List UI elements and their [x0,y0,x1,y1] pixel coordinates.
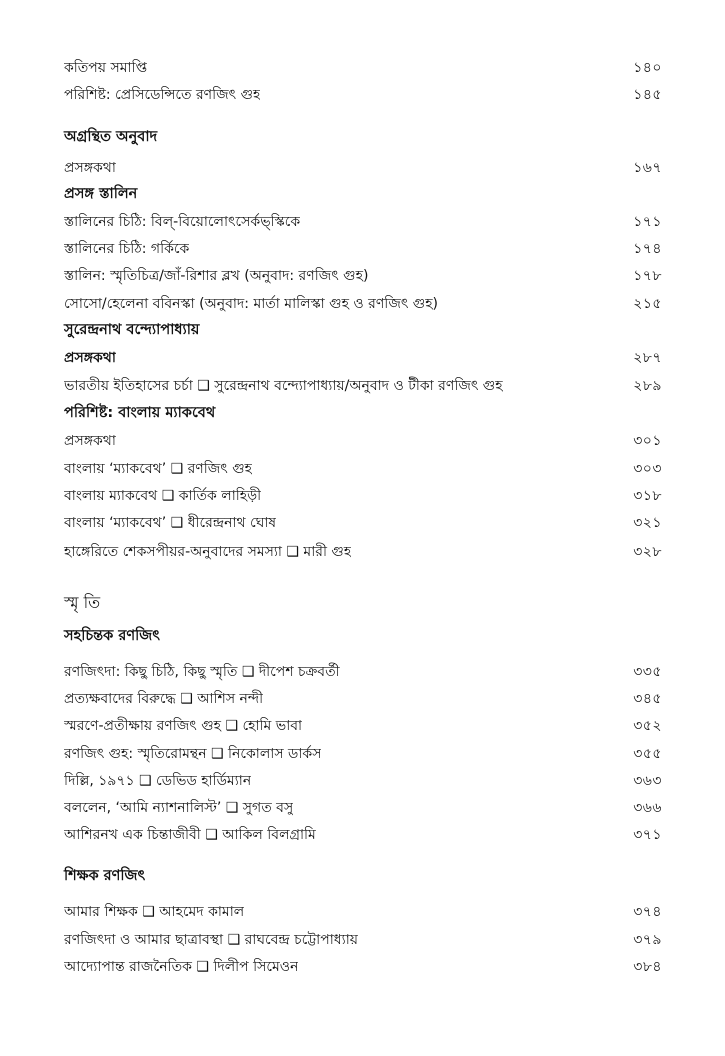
toc-entry-page-number: ২৮৭ [633,350,662,366]
toc-entry [64,83,662,107]
toc-entry-page-number: ৩৫৫ [633,746,662,762]
toc-entry [64,511,662,535]
toc-entry [64,769,662,793]
toc-entry-title: পরিশিষ্ট: প্রেসিডেন্সিতে রণজিৎ গুহ [64,87,261,103]
toc-entry-title: আশিরনখ এক চিন্তাজীবী ❑ আকিল বিলগ্রামি [64,827,316,843]
toc-entry [64,796,662,820]
toc-entry-page-number: ২৮৯ [633,378,662,394]
toc-entry [64,540,662,564]
toc-entry-title: স্তালিন: স্মৃতিচিত্র/জাঁ-রিশার ব্লখ (অনুবাদ: রণজিৎ গুহ) [64,268,369,284]
toc-entry-page-number: ৩১৮ [633,488,662,504]
toc-entry [64,292,662,316]
toc-entry-title: বাংলায় ‘ম্যাকবেথ’ ❑ ধীরেন্দ্রনাথ ঘোষ [64,515,277,531]
toc-entry-page-number: ৩৬৩ [633,773,662,789]
toc-entry-page-number: ৩০৩ [633,461,662,477]
toc-entry [64,900,662,924]
toc-entry-title: বললেন, ‘আমি ন্যাশনালিস্ট’ ❑ সুগত বসু [64,800,294,816]
toc-entry [64,687,662,711]
part-heading: স্মৃ তি [64,593,101,612]
toc-entry-title: ভারতীয় ইতিহাসের চর্চা ❑ সুরেন্দ্রনাথ বন্দ্যোপাধ্যায়/অনুবাদ ও টীকা রণজিৎ গুহ [64,378,503,394]
toc-entry-page-number: ৩৪৫ [633,691,662,707]
toc-entry-title: প্রসঙ্গকথা [64,350,116,366]
toc-entry-page-number: ৩০১ [633,433,662,449]
toc-entry-title: সোসো/হেলেনা ববিনস্কা (অনুবাদ: মার্তা মালিস্কা গুহ ও রণজিৎ গুহ) [64,296,439,312]
toc-entry-title: প্রসঙ্গকথা [64,160,116,176]
toc-entry [64,955,662,979]
toc-entry [64,156,662,180]
toc-entry-page-number: ৩২১ [633,515,662,531]
section-heading: প্রসঙ্গ স্তালিন [64,186,138,202]
section-heading: শিক্ষক রণজিৎ [64,868,146,884]
toc-entry-page-number: ৩৮৪ [633,959,662,975]
toc-entry-title: প্রসঙ্গকথা [64,433,116,449]
toc-entry [64,742,662,766]
toc-entry [64,237,662,261]
toc-entry-title: স্তালিনের চিঠি: গর্কিকে [64,241,190,257]
section-heading: পরিশিষ্ট: বাংলায় ম্যাকবেথ [64,405,216,421]
toc-entry-page-number: ৩৫২ [633,718,662,734]
toc-entry [64,457,662,481]
toc-entry-title: রণজিৎ গুহ: স্মৃতিরোমন্থন ❑ নিকোলাস ডার্কস [64,746,322,762]
toc-entry [64,823,662,847]
toc-entry [64,374,662,398]
toc-entry-page-number: ১৭৪ [633,241,662,257]
toc-entry-page-number: ৩৭১ [633,827,662,843]
toc-entry-page-number: ১৭১ [633,214,662,230]
toc-entry-title: প্রত্যক্ষবাদের বিরুদ্ধে ❑ আশিস নন্দী [64,691,264,707]
toc-entry-page-number: ৩৩৫ [633,664,662,680]
toc-entry-page-number: ১৪০ [633,60,662,76]
toc-entry-page-number: ১৬৭ [633,160,662,176]
toc-entry-page-number: ২১৫ [633,296,662,312]
toc-entry [64,264,662,288]
toc-entry-title: কতিপয় সমাপ্তি [64,60,148,76]
toc-entry-page-number: ৩৬৬ [633,800,662,816]
toc-entry-page-number: ৩৭৯ [633,932,662,948]
toc-entry-page-number: ১৭৮ [633,268,662,284]
toc-entry-page-number: ৩৭৪ [633,904,662,920]
toc-entry-page-number: ১৪৫ [633,87,662,103]
section-heading: সুরেন্দ্রনাথ বন্দ্যোপাধ্যায় [64,322,200,338]
toc-entry [64,660,662,684]
toc-entry-title: রণজিৎদা: কিছু চিঠি, কিছু স্মৃতি ❑ দীপেশ চক্রবর্তী [64,664,340,680]
section-heading: অগ্রন্থিত অনুবাদ [64,129,158,145]
toc-entry [64,346,662,370]
toc-entry-title: হাঙ্গেরিতে শেকসপীয়র-অনুবাদের সমস্যা ❑ মারী গুহ [64,544,352,560]
toc-entry [64,210,662,234]
toc-entry [64,714,662,738]
toc-entry-title: রণজিৎদা ও আমার ছাত্রাবস্থা ❑ রাঘবেন্দ্র চট্টোপাধ্যায় [64,932,359,948]
toc-entry [64,56,662,80]
toc-entry-title: আমার শিক্ষক ❑ আহমেদ কামাল [64,904,245,920]
toc-entry-title: স্মরণে-প্রতীক্ষায় রণজিৎ গুহ ❑ হোমি ভাবা [64,718,303,734]
toc-entry-title: স্তালিনের চিঠি: বিল্‌-বিয়োলোৎসের্কভ্‌স্কিকে [64,214,301,230]
toc-entry-title: বাংলায় ‘ম্যাকবেথ’ ❑ রণজিৎ গুহ [64,461,252,477]
toc-entry [64,484,662,508]
toc-entry-title: বাংলায় ম্যাকবেথ ❑ কার্তিক লাহিড়ী [64,488,262,504]
toc-entry-page-number: ৩২৮ [633,544,662,560]
toc-entry-title: আদ্যোপান্ত রাজনৈতিক ❑ দিলীপ সিমেওন [64,959,299,975]
toc-entry [64,429,662,453]
toc-entry [64,928,662,952]
toc-entry-title: দিল্লি, ১৯৭১ ❑ ডেভিড হার্ডিম্যান [64,773,252,789]
section-heading: সহচিন্তক রণজিৎ [64,628,160,644]
